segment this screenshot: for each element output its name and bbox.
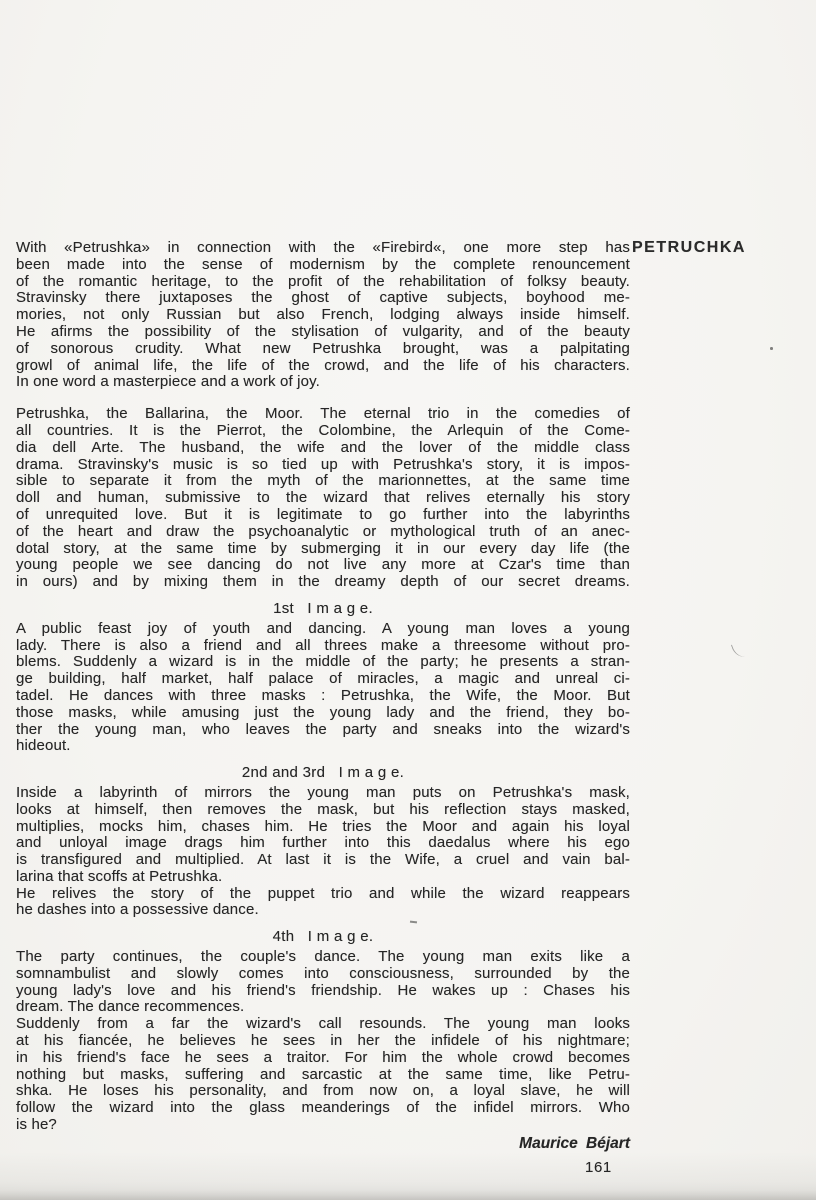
text-line: Petrushka, the Ballarina, the Moor. The eternal trio in the comedies of [16, 405, 630, 423]
text-line: mories, not only Russian but also French, lodging always inside himself. [16, 306, 630, 324]
text-line: dream. The dance recommences. [16, 998, 245, 1016]
text-line: somnambulist and slowly comes into consciousness, surrounded by the [16, 964, 630, 982]
text-line: sible to separate it from the myth of the marionnettes, at the same time [16, 472, 630, 490]
text-line: of unrequited love. But it is legitimate to go further into the labyrinths [16, 505, 630, 523]
text-line: growl of animal life, the life of the crowd, and the life of his characters. [16, 356, 630, 374]
text-line: young people we see dancing do not live any more at Czar's time than [16, 556, 630, 574]
text-line: In one word a masterpiece and a work of joy. [16, 373, 320, 391]
text-line: shka. He loses his personality, and from now on, a loyal slave, he will [16, 1082, 630, 1100]
text-line: is transfigured and multiplied. At last it is the Wife, a cruel and vain bal- [16, 851, 630, 869]
scan-artifact-curve [731, 642, 745, 659]
text-line: He afirms the possibility of the stylisation of vulgarity, and of the beauty [16, 322, 630, 340]
document-body [16, 240, 630, 1152]
text-line: larina that scoffs at Petrushka. [16, 867, 223, 885]
scan-bottom-edge [0, 1190, 816, 1200]
text-line: dia dell Arte. The husband, the wife and the lover of the middle class [16, 438, 630, 456]
text-line: lady. There is also a friend and all threes make a threesome without pro- [16, 636, 630, 654]
text-line: he dashes into a possessive dance. [16, 901, 259, 919]
text-line: those masks, while amusing just the young lady and the friend, they bo- [16, 703, 630, 721]
paragraph [16, 949, 630, 1134]
text-line: Inside a labyrinth of mirrors the young man puts on Petrushka's mask, [16, 783, 630, 801]
text-line: of sonorous crudity. What new Petrushka brought, was a palpitating [16, 339, 630, 357]
text-line: dotal story, at the same time by submerging it in our every day life (the [16, 539, 630, 557]
text-line: and unloyal image drags him further into this daedalus where his ego [16, 834, 630, 852]
paragraph [16, 621, 630, 755]
text-line: Stravinsky there juxtaposes the ghost of captive subjects, boyhood me- [16, 289, 630, 307]
text-line: ther the young man, who leaves the party and sneaks into the wizard's [16, 720, 630, 738]
text-line: young lady's love and his friend's friendship. He wakes up : Chases his [16, 981, 630, 999]
text-line: looks at himself, then removes the mask, but his reflection stays masked, [16, 800, 630, 818]
author-signature: Maurice Béjart [519, 1134, 630, 1152]
paragraph [16, 240, 630, 391]
margin-note-title: PETRUCHKA [632, 239, 746, 256]
text-line: follow the wizard into the glass meanderings of the infidel mirrors. Who [16, 1099, 630, 1117]
image-heading: 4th I m a g e. [272, 928, 374, 946]
text-line: in ours) and by mixing them in the dreamy depth of our secret dreams. [16, 573, 630, 591]
text-line: all countries. It is the Pierrot, the Colombine, the Arlequin of the Come- [16, 421, 630, 439]
text-line: in his friend's face he sees a traitor. For him the whole crowd becomes [16, 1048, 630, 1066]
text-line: multiplies, mocks him, chases him. He tries the Moor and again his loyal [16, 817, 630, 835]
text-line: Suddenly from a far the wizard's call resounds. The young man looks [16, 1015, 630, 1033]
text-line: A public feast joy of youth and dancing. A young man loves a young [16, 619, 630, 637]
scan-artifact-dot [770, 347, 773, 350]
text-line: doll and human, submissive to the wizard that relives eternally his story [16, 489, 630, 507]
image-heading: 1st I m a g e. [273, 599, 373, 617]
text-line: is he? [16, 1116, 57, 1134]
text-line: The party continues, the couple's dance. The young man exits like a [16, 948, 630, 966]
text-line: hideout. [16, 737, 71, 755]
text-line: ge building, half market, half palace of miracles, a magic and unreal ci- [16, 670, 630, 688]
text-line: of the heart and draw the psychoanalytic or mythological truth of an anec- [16, 522, 630, 540]
paragraph [16, 406, 630, 591]
text-line: blems. Suddenly a wizard is in the middle of the party; he presents a stran- [16, 653, 630, 671]
text-line: nothing but masks, suffering and sarcastic at the same time, like Petru- [16, 1065, 630, 1083]
text-line: He relives the story of the puppet trio and while the wizard reappears [16, 884, 630, 902]
page-number: 161 [585, 1159, 612, 1176]
text-line: of the romantic heritage, to the profit of the rehabilitation of folksy beauty. [16, 272, 630, 290]
text-line: at his fiancée, he believes he sees in her the infidele of his nightmare; [16, 1032, 630, 1050]
text-line: tadel. He dances with three masks : Petrushka, the Wife, the Moor. But [16, 686, 630, 704]
text-line: been made into the sense of modernism by the complete renouncement [16, 255, 630, 273]
image-heading: 2nd and 3rd I m a g e. [241, 764, 405, 782]
document-sections [16, 240, 630, 1134]
text-line: With «Petrushka» in connection with the «Firebird«, one more step has [16, 239, 630, 256]
text-line: drama. Stravinsky's music is so tied up with Petrushka's story, it is impos- [16, 455, 630, 473]
paragraph [16, 785, 630, 919]
